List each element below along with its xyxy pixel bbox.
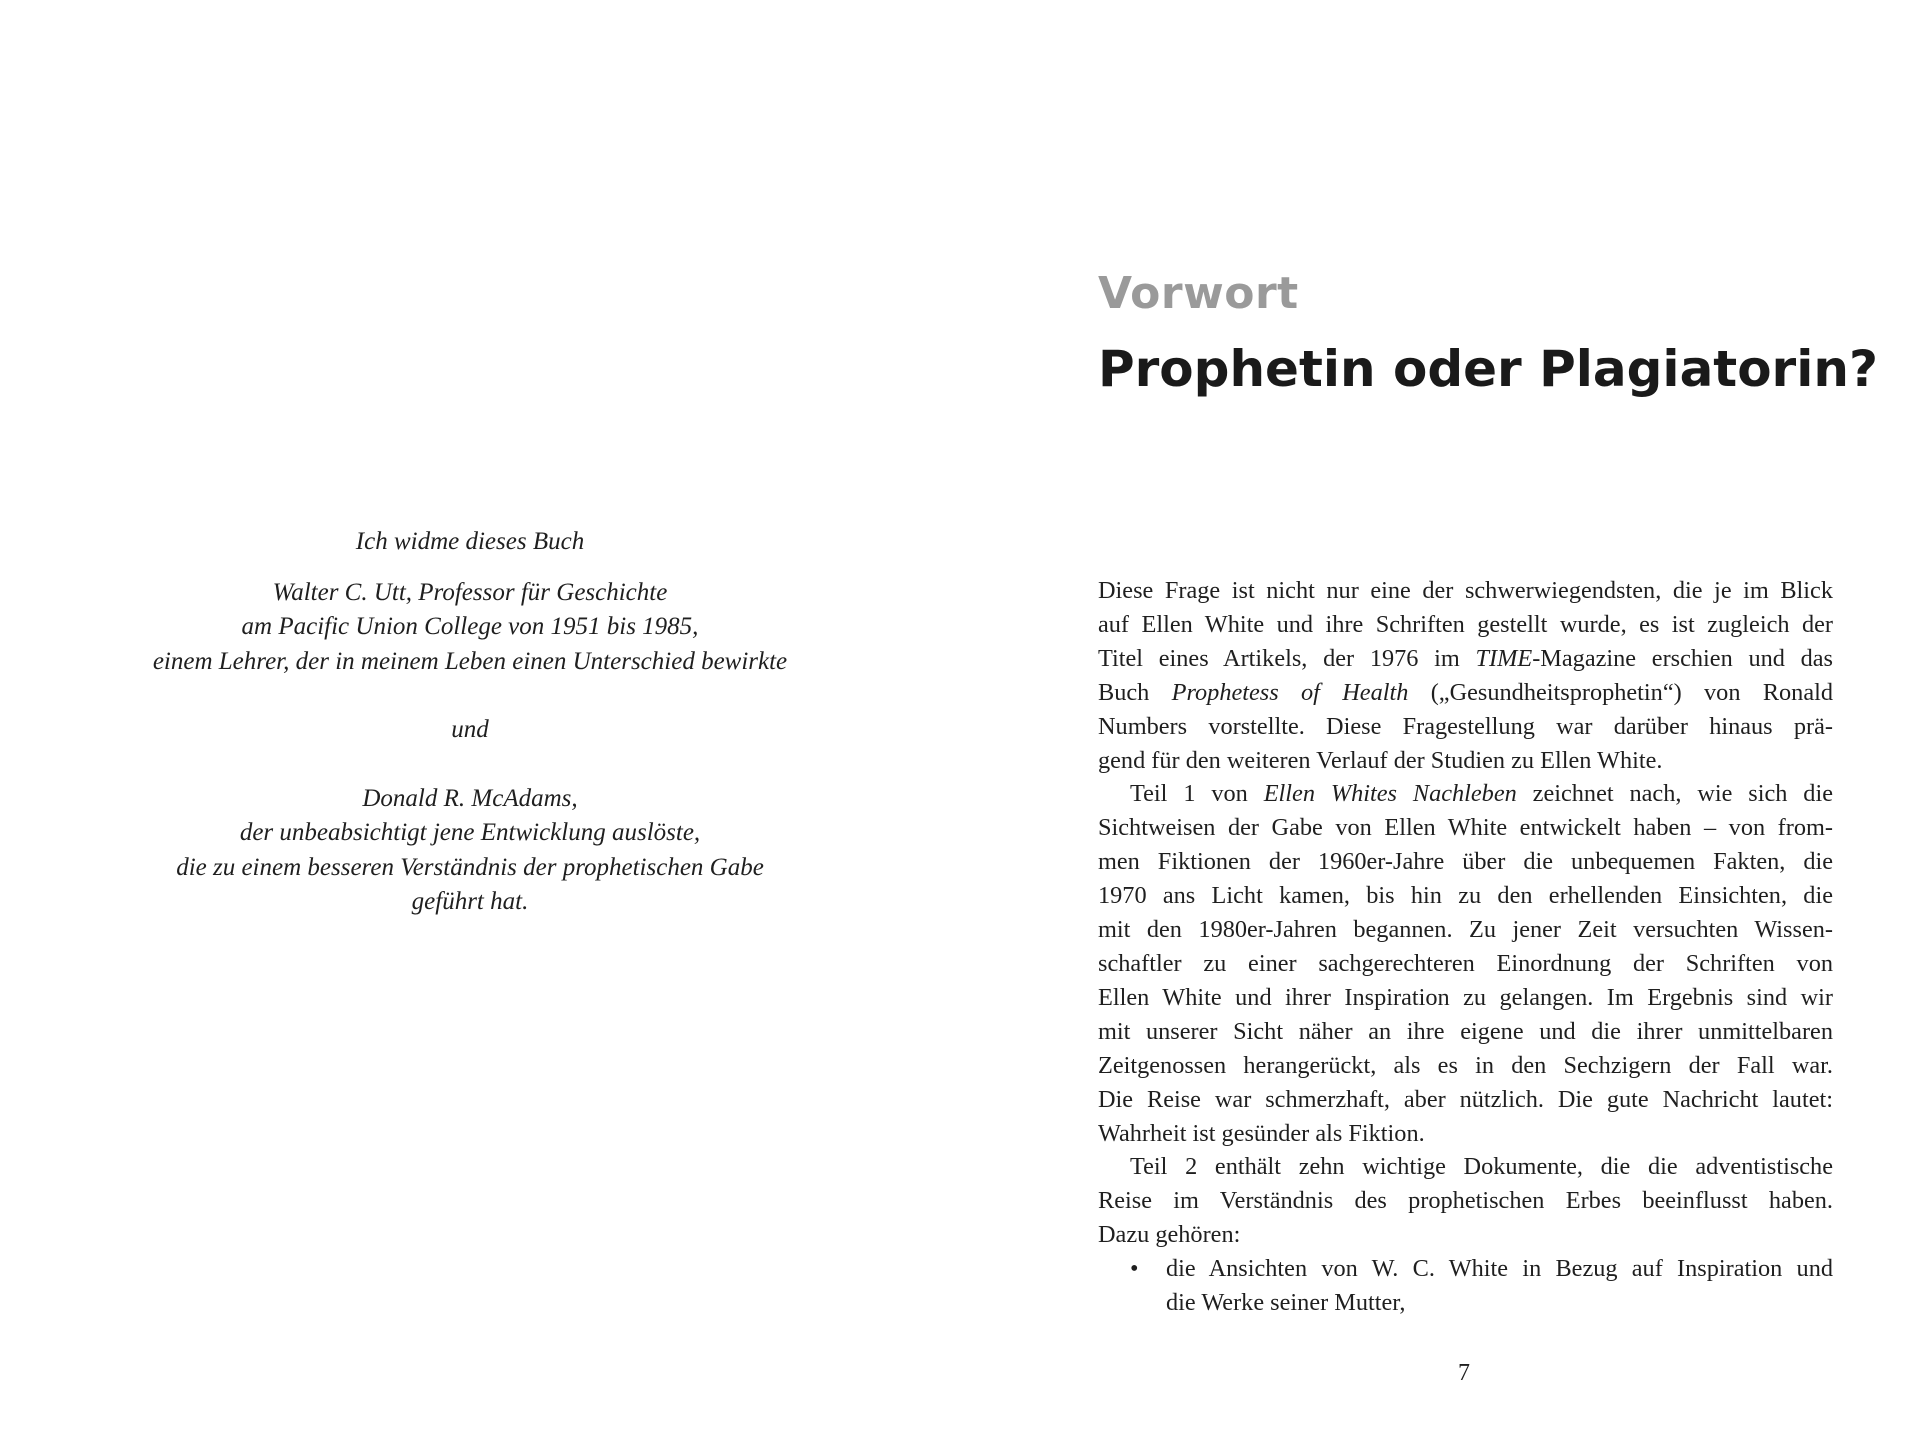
chapter-title: Prophetin oder Plagiatorin? <box>1098 340 1878 398</box>
text-line: mit unserer Sicht näher an ihre eigene und die ihrer unmittelbaren <box>1098 1017 1833 1045</box>
dedication-conjunction: und <box>451 716 489 743</box>
text-line: Numbers vorstellte. Diese Fragestellung war darüber hinaus prä- <box>1098 712 1833 740</box>
text-line: Teil 1 von Ellen Whites Nachleben zeichnet nach, wie sich die <box>1130 780 1833 808</box>
dedication-line: Donald R. McAdams, <box>362 784 578 812</box>
list-item <box>1098 1252 1833 1286</box>
dedication-line: Walter C. Utt, Professor für Geschichte <box>272 578 668 606</box>
page-number: 7 <box>1458 1360 1470 1386</box>
chapter-label: Vorwort <box>1098 268 1299 319</box>
text-line: Titel eines Artikels, der 1976 im TIME-Magazine erschien und das <box>1098 644 1834 672</box>
text-line: mit den 1980er-Jahren begannen. Zu jener Zeit versuchten Wissen- <box>1098 916 1833 944</box>
text-line: auf Ellen White und ihre Schriften gestellt wurde, es ist zugleich der <box>1098 610 1833 638</box>
text-line: Buch Prophetess of Health („Gesundheitsprophetin“) von Ronald <box>1098 678 1833 706</box>
dedication-line: der unbeabsichtigt jene Entwicklung auslöste, <box>239 819 701 846</box>
text-line: Zeitgenossen herangerückt, als es in den Sechzigern der Fall war. <box>1098 1051 1833 1079</box>
body-text <box>1098 574 1833 1320</box>
dedication-line: geführt hat. <box>411 888 529 915</box>
text-line: Dazu gehören: <box>1098 1221 1241 1249</box>
text-line: gend für den weiteren Verlauf der Studien zu Ellen White. <box>1098 746 1663 774</box>
text-line: die Ansichten von W. C. White in Bezug auf Inspiration und <box>1166 1255 1833 1283</box>
dedication-intro: Ich widme dieses Buch <box>355 528 585 555</box>
text-line: Ellen White und ihrer Inspiration zu gelangen. Im Ergebnis sind wir <box>1098 983 1833 1011</box>
bullet-marker: • <box>1130 1255 1139 1283</box>
dedication-line: am Pacific Union College von 1951 bis 1985, <box>241 613 699 640</box>
text-line: 1970 ans Licht kamen, bis hin zu den erhellenden Einsichten, die <box>1098 882 1833 910</box>
text-line: Sichtweisen der Gabe von Ellen White entwickelt haben – von from- <box>1098 814 1833 842</box>
text-line: Diese Frage ist nicht nur eine der schwerwiegendsten, die je im Blick <box>1098 577 1833 604</box>
dedication-line: die zu einem besseren Verständnis der prophetischen Gabe <box>176 853 764 881</box>
dedication-line: einem Lehrer, der in meinem Leben einen Unterschied bewirkte <box>152 647 788 675</box>
text-line: Wahrheit ist gesünder als Fiktion. <box>1098 1119 1425 1147</box>
text-line: Die Reise war schmerzhaft, aber nützlich. Die gute Nachricht lautet: <box>1098 1085 1833 1113</box>
text-line: men Fiktionen der 1960er-Jahre über die unbequemen Fakten, die <box>1098 848 1833 876</box>
text-line: schaftler zu einer sachgerechteren Einordnung der Schriften von <box>1098 949 1833 977</box>
text-line: die Werke seiner Mutter, <box>1166 1289 1406 1317</box>
text-line: Teil 2 enthält zehn wichtige Dokumente, die die adventistische <box>1130 1153 1833 1181</box>
dedication <box>60 525 880 920</box>
text-line: Reise im Verständnis des prophetischen Erbes beeinflusst haben. <box>1098 1187 1833 1215</box>
